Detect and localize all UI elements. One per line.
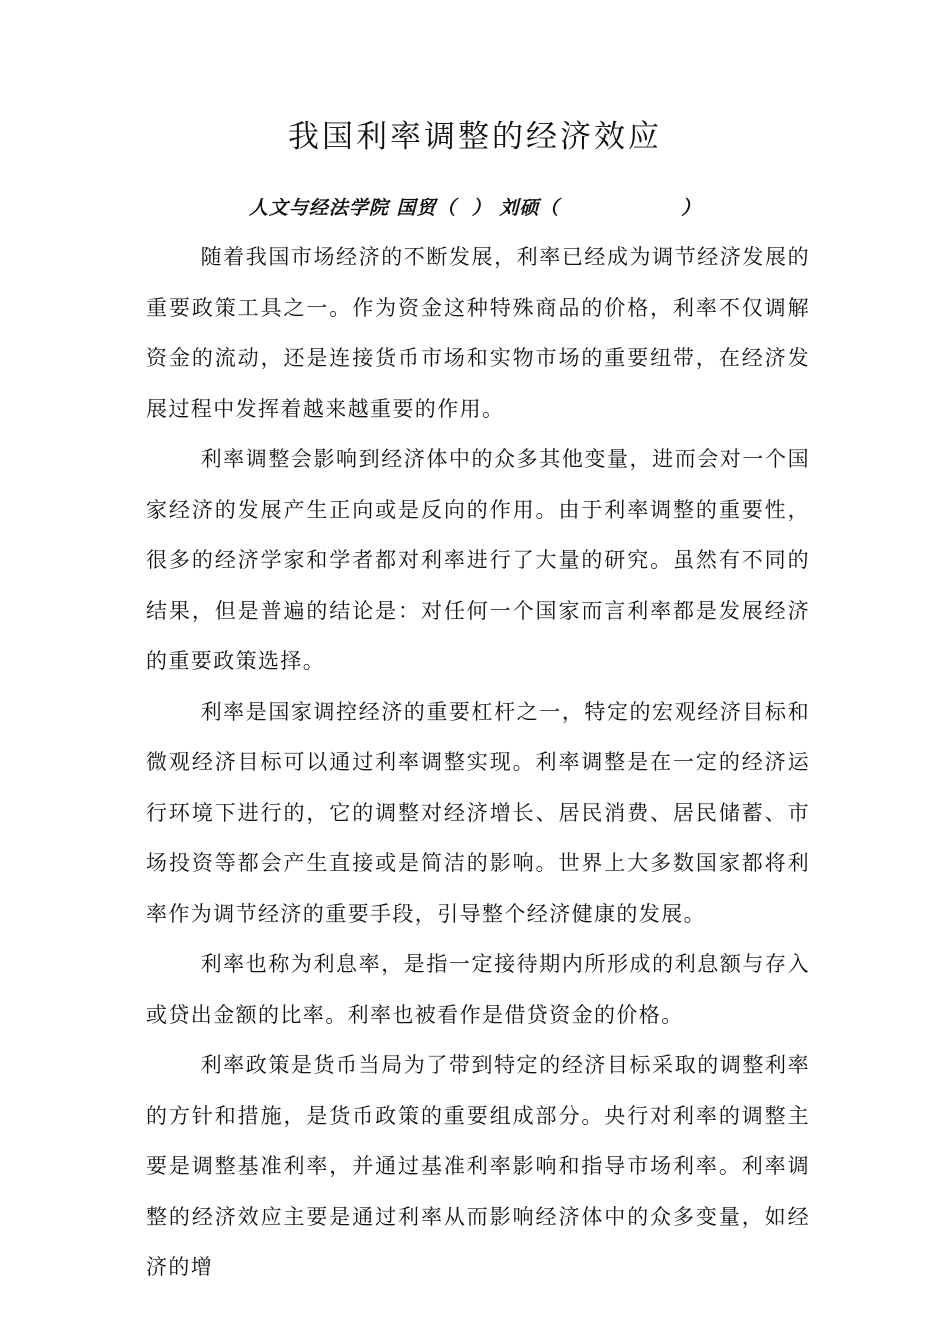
document-body: [146, 232, 810, 1293]
paragraph: 利率调整会影响到经济体中的众多其他变量，进而会对一个国家经济的发展产生正向或是反向的作用。由于利率调整的重要性，很多的经济学家和学者都对利率进行了大量的研究。虽然有不同的结果，但是普遍的结论是：对任何一个国家而言利率都是发展经济的重要政策选择。: [146, 447, 810, 673]
paragraph: 随着我国市场经济的不断发展，利率已经成为调节经济发展的重要政策工具之一。作为资金这种特殊商品的价格，利率不仅调解资金的流动，还是连接货币市场和实物市场的重要纽带，在经济发展过程中发挥着越来越重要的作用。: [146, 245, 810, 421]
byline-author: 刘硕（ ）: [499, 197, 702, 219]
author-byline: [0, 190, 950, 226]
paragraph: 利率政策是货币当局为了带到特定的经济目标采取的调整利率的方针和措施，是货币政策的重要组成部分。央行对利率的调整主要是调整基准利率，并通过基准利率影响和指导市场利率。利率调整的经济效应主要是通过利率从而影响经济体中的众多变量，如经济的增: [146, 1053, 810, 1279]
paragraph: 利率是国家调控经济的重要杠杆之一，特定的宏观经济目标和微观经济目标可以通过利率调整实现。利率调整是在一定的经济运行环境下进行的，它的调整对经济增长、居民消费、居民储蓄、市场投资等都会产生直接或是简洁的影响。世界上大多数国家都将利率作为调节经济的重要手段，引导整个经济健康的发展。: [146, 699, 810, 926]
document-title: 我国利率调整的经济效应: [288, 119, 662, 155]
byline-school: 人文与经法学院: [248, 197, 389, 219]
paragraph: 利率也称为利息率，是指一定接待期内所形成的利息额与存入或贷出金额的比率。利率也被看作是借贷资金的价格。: [146, 952, 810, 1027]
byline-class: 国贸（ ）: [396, 197, 492, 219]
